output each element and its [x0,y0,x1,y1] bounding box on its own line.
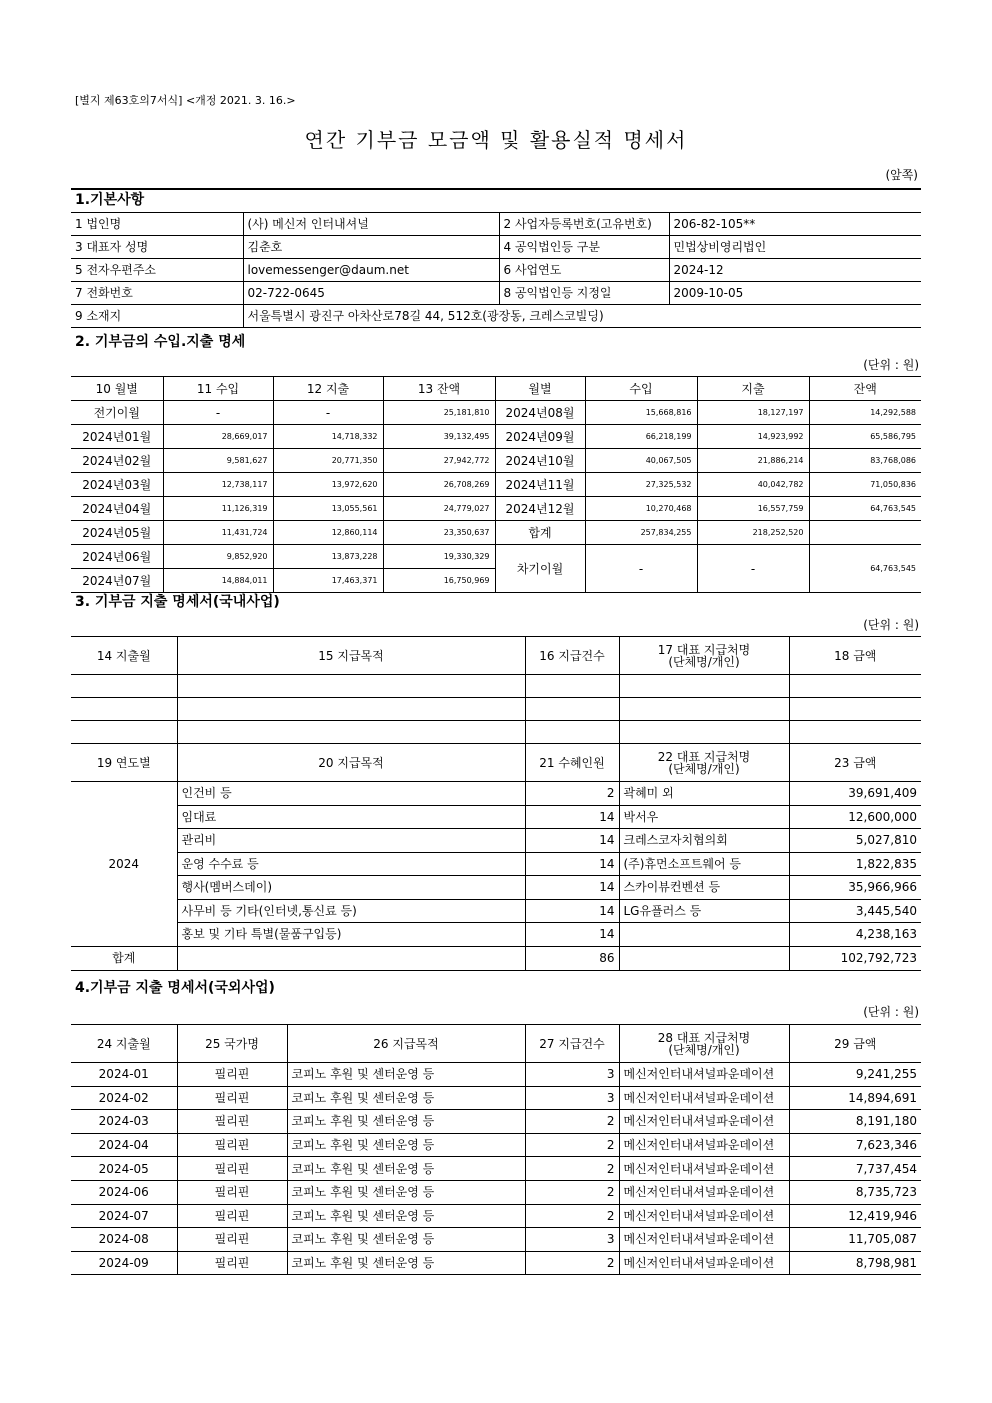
table-row [71,899,921,923]
month-cell: 합계 [495,521,585,545]
table-row [71,521,921,545]
amount-cell: 13,873,228 [273,545,383,569]
amount-cell: 15,668,816 [585,401,697,425]
section3-heading: 3. 기부금 지출 명세서(국내사업) [75,594,280,610]
table-row [71,1063,921,1087]
amount-cell: 10,270,468 [585,497,697,521]
empty-cell [177,721,525,744]
amount-cell: 19,330,329 [383,545,495,569]
amount-cell: 13,055,561 [273,497,383,521]
info-label: 6 사업연도 [499,259,669,282]
info-label: 2 사업자등록번호(고유번호) [499,213,669,236]
count-cell: 2 [525,1110,619,1134]
amount-cell: - [697,545,809,593]
amount-cell: 11,126,319 [163,497,273,521]
info-label: 9 소재지 [71,305,243,328]
table-row [71,829,921,853]
amount-cell: 12,600,000 [789,805,921,829]
month-cell: 2024년05월 [71,521,163,545]
purpose-cell: 행사(멤버스데이) [177,876,525,900]
amount-cell: 20,771,350 [273,449,383,473]
month-cell: 2024-02 [71,1086,177,1110]
section4-heading: 4.기부금 지출 명세서(국외사업) [75,980,275,996]
amount-cell: 39,132,495 [383,425,495,449]
amount-cell: 40,042,782 [697,473,809,497]
column-header: 10 월별 [71,377,163,401]
info-value: (사) 메신저 인터내셔널 [243,213,499,236]
recipient-cell: 박서우 [619,805,789,829]
empty-cell [619,675,789,698]
amount-cell: 8,191,180 [789,1110,921,1134]
amount-cell: 14,718,332 [273,425,383,449]
column-header: 29 금액 [789,1025,921,1063]
amount-cell: 14,923,992 [697,425,809,449]
amount-cell: 65,586,795 [809,425,921,449]
amount-cell: 12,860,114 [273,521,383,545]
country-cell: 필리핀 [177,1133,287,1157]
empty-cell [619,698,789,721]
amount-cell: 12,738,117 [163,473,273,497]
month-cell: 2024년11월 [495,473,585,497]
amount-cell: 8,735,723 [789,1180,921,1204]
empty-cell [619,721,789,744]
recipient-cell: (주)휴먼소프트웨어 등 [619,852,789,876]
purpose-cell: 코피노 후원 및 센터운영 등 [287,1204,525,1228]
month-cell: 2024-03 [71,1110,177,1134]
table-row [71,473,921,497]
info-row [71,236,921,259]
amount-cell: 66,218,199 [585,425,697,449]
info-label: 7 전화번호 [71,282,243,305]
table-row [71,1157,921,1181]
month-cell: 2024년12월 [495,497,585,521]
amount-cell: 71,050,836 [809,473,921,497]
amount-cell: 40,067,505 [585,449,697,473]
total-cell [177,946,525,970]
month-cell: 2024년08월 [495,401,585,425]
table-row [71,1180,921,1204]
amount-cell: 17,463,371 [273,569,383,593]
income-expense-table [71,376,921,593]
count-cell: 3 [525,1228,619,1252]
amount-cell: 7,737,454 [789,1157,921,1181]
info-row [71,305,921,328]
info-label: 3 대표자 성명 [71,236,243,259]
purpose-cell: 코피노 후원 및 센터운영 등 [287,1133,525,1157]
amount-cell: 27,325,532 [585,473,697,497]
count-cell: 14 [525,876,619,900]
amount-cell: 64,763,545 [809,497,921,521]
amount-cell: 13,972,620 [273,473,383,497]
purpose-cell: 코피노 후원 및 센터운영 등 [287,1251,525,1275]
amount-cell: 39,691,409 [789,782,921,806]
column-header: 12 지출 [273,377,383,401]
table-row [71,923,921,947]
recipient-cell: 메신저인터내셔널파운데이션 [619,1110,789,1134]
section2-heading: 2. 기부금의 수입.지출 명세 [75,334,246,350]
column-header: 20 지급목적 [177,744,525,782]
purpose-cell: 코피노 후원 및 센터운영 등 [287,1086,525,1110]
amount-cell: 28,669,017 [163,425,273,449]
amount-cell: 12,419,946 [789,1204,921,1228]
info-value: 김춘호 [243,236,499,259]
amount-cell: 3,445,540 [789,899,921,923]
info-value: 206-82-105** [669,213,921,236]
recipient-cell: 메신저인터내셔널파운데이션 [619,1063,789,1087]
empty-cell [177,675,525,698]
count-cell: 14 [525,923,619,947]
carry-forward-label: 차기이월 [495,545,585,593]
section1-heading: 1.기본사항 [71,188,921,210]
table-row [71,1086,921,1110]
info-value: 2009-10-05 [669,282,921,305]
amount-cell: 25,181,810 [383,401,495,425]
count-cell: 2 [525,1180,619,1204]
month-cell: 2024-09 [71,1251,177,1275]
purpose-cell: 코피노 후원 및 센터운영 등 [287,1110,525,1134]
info-label: 8 공익법인등 지정일 [499,282,669,305]
purpose-cell: 임대료 [177,805,525,829]
table-row [71,1204,921,1228]
month-cell: 2024-06 [71,1180,177,1204]
recipient-cell: 메신저인터내셔널파운데이션 [619,1086,789,1110]
amount-cell: 21,886,214 [697,449,809,473]
empty-cell [525,675,619,698]
section4-unit: (단위 : 원) [863,1005,919,1019]
info-value: 민법상비영리법인 [669,236,921,259]
recipient-cell: 메신저인터내셔널파운데이션 [619,1133,789,1157]
info-row [71,213,921,236]
month-cell: 2024-04 [71,1133,177,1157]
month-cell: 전기이월 [71,401,163,425]
recipient-cell: 크레스코자치협의회 [619,829,789,853]
recipient-cell: 메신저인터내셔널파운데이션 [619,1228,789,1252]
amount-cell: 9,581,627 [163,449,273,473]
table-row [71,1133,921,1157]
purpose-cell: 인건비 등 [177,782,525,806]
purpose-cell: 코피노 후원 및 센터운영 등 [287,1228,525,1252]
total-row [71,946,921,970]
amount-cell: - [585,545,697,593]
info-value: 02-722-0645 [243,282,499,305]
info-label: 5 전자우편주소 [71,259,243,282]
column-header: 지출 [697,377,809,401]
country-cell: 필리핀 [177,1180,287,1204]
count-cell: 2 [525,782,619,806]
table-row [71,1251,921,1275]
count-cell: 14 [525,829,619,853]
page-side-note: (앞쪽) [885,168,918,182]
column-header: 18 금액 [789,637,921,675]
table-header-row [71,377,921,401]
column-header: 27 지급건수 [525,1025,619,1063]
amount-cell: 14,292,588 [809,401,921,425]
table-row [71,876,921,900]
amount-cell: 9,241,255 [789,1063,921,1087]
month-cell: 2024-07 [71,1204,177,1228]
column-header: 24 지출월 [71,1025,177,1063]
empty-cell [71,721,177,744]
info-label: 1 법인명 [71,213,243,236]
amount-cell: - [273,401,383,425]
count-cell: 3 [525,1063,619,1087]
amount-cell: 9,852,920 [163,545,273,569]
column-header: 17 대표 지급처명 (단체명/개인) [619,637,789,675]
month-cell: 2024년04월 [71,497,163,521]
month-cell: 2024년03월 [71,473,163,497]
amount-cell: 24,779,027 [383,497,495,521]
overseas-expense-table [71,1024,921,1275]
address-value: 서울특별시 광진구 아차산로78길 44, 512호(광장동, 크레스코빌딩) [243,305,921,328]
amount-cell: 16,750,969 [383,569,495,593]
country-cell: 필리핀 [177,1063,287,1087]
column-header: 26 지급목적 [287,1025,525,1063]
count-cell: 14 [525,805,619,829]
column-header: 수입 [585,377,697,401]
column-header: 월별 [495,377,585,401]
amount-cell: 35,966,966 [789,876,921,900]
country-cell: 필리핀 [177,1110,287,1134]
amount-cell: 14,884,011 [163,569,273,593]
month-cell: 2024년01월 [71,425,163,449]
recipient-cell: 곽혜미 외 [619,782,789,806]
table-header-row [71,1025,921,1063]
section2-unit: (단위 : 원) [863,358,919,372]
table-row [71,425,921,449]
column-header: 22 대표 지급처명 (단체명/개인) [619,744,789,782]
amount-cell: 64,763,545 [809,545,921,593]
table-row [71,782,921,806]
month-cell: 2024년09월 [495,425,585,449]
table-row [71,545,921,569]
column-header: 13 잔액 [383,377,495,401]
country-cell: 필리핀 [177,1157,287,1181]
country-cell: 필리핀 [177,1251,287,1275]
purpose-cell: 코피노 후원 및 센터운영 등 [287,1063,525,1087]
table-row [71,1110,921,1134]
column-header: 21 수혜인원 [525,744,619,782]
recipient-cell: 스카이뷰컨벤션 등 [619,876,789,900]
month-cell: 2024년02월 [71,449,163,473]
amount-cell [809,521,921,545]
country-cell: 필리핀 [177,1228,287,1252]
amount-cell: 218,252,520 [697,521,809,545]
column-header: 15 지급목적 [177,637,525,675]
purpose-cell: 사무비 등 기타(인터넷,통신료 등) [177,899,525,923]
amount-cell: 257,834,255 [585,521,697,545]
month-cell: 2024년06월 [71,545,163,569]
total-label: 합계 [71,946,177,970]
total-amount: 102,792,723 [789,946,921,970]
amount-cell: 11,431,724 [163,521,273,545]
purpose-cell: 코피노 후원 및 센터운영 등 [287,1180,525,1204]
table-row [71,852,921,876]
recipient-cell: LG유플러스 등 [619,899,789,923]
recipient-cell [619,923,789,947]
amount-cell: 83,768,086 [809,449,921,473]
info-label: 4 공익법인등 구분 [499,236,669,259]
amount-cell: 23,350,637 [383,521,495,545]
column-header: 23 금액 [789,744,921,782]
empty-row [71,698,921,721]
empty-cell [525,698,619,721]
amount-cell: 1,822,835 [789,852,921,876]
table-header-row [71,744,921,782]
amount-cell: 5,027,810 [789,829,921,853]
document-title: 연간 기부금 모금액 및 활용실적 명세서 [304,128,688,152]
info-value: 2024-12 [669,259,921,282]
country-cell: 필리핀 [177,1086,287,1110]
amount-cell: 14,894,691 [789,1086,921,1110]
amount-cell: 11,705,087 [789,1228,921,1252]
amount-cell: 7,623,346 [789,1133,921,1157]
year-cell: 2024 [71,782,177,947]
total-cell [619,946,789,970]
count-cell: 2 [525,1133,619,1157]
count-cell: 14 [525,852,619,876]
empty-cell [71,675,177,698]
month-cell: 2024년07월 [71,569,163,593]
empty-cell [789,721,921,744]
count-cell: 2 [525,1157,619,1181]
total-count: 86 [525,946,619,970]
column-header: 19 연도별 [71,744,177,782]
count-cell: 3 [525,1086,619,1110]
amount-cell: 18,127,197 [697,401,809,425]
empty-cell [71,698,177,721]
count-cell: 2 [525,1251,619,1275]
count-cell: 2 [525,1204,619,1228]
info-row [71,259,921,282]
domestic-expense-table [71,636,921,971]
info-value: lovemessenger@daum.net [243,259,499,282]
column-header: 28 대표 지급처명 (단체명/개인) [619,1025,789,1063]
form-number: [별지 제63호의7서식] <개정 2021. 3. 16.> [75,94,296,107]
column-header: 25 국가명 [177,1025,287,1063]
amount-cell: 16,557,759 [697,497,809,521]
empty-cell [789,698,921,721]
column-header: 잔액 [809,377,921,401]
recipient-cell: 메신저인터내셔널파운데이션 [619,1180,789,1204]
basic-info-table [71,212,921,328]
empty-cell [789,675,921,698]
amount-cell: 27,942,772 [383,449,495,473]
table-header-row [71,637,921,675]
empty-row [71,721,921,744]
empty-cell [525,721,619,744]
recipient-cell: 메신저인터내셔널파운데이션 [619,1157,789,1181]
month-cell: 2024-01 [71,1063,177,1087]
amount-cell: 8,798,981 [789,1251,921,1275]
month-cell: 2024-08 [71,1228,177,1252]
table-row [71,401,921,425]
purpose-cell: 운영 수수료 등 [177,852,525,876]
column-header: 16 지급건수 [525,637,619,675]
count-cell: 14 [525,899,619,923]
info-row [71,282,921,305]
month-cell: 2024년10월 [495,449,585,473]
recipient-cell: 메신저인터내셔널파운데이션 [619,1251,789,1275]
country-cell: 필리핀 [177,1204,287,1228]
amount-cell: 4,238,163 [789,923,921,947]
month-cell: 2024-05 [71,1157,177,1181]
purpose-cell: 관리비 [177,829,525,853]
empty-cell [177,698,525,721]
table-row [71,449,921,473]
table-row [71,497,921,521]
recipient-cell: 메신저인터내셔널파운데이션 [619,1204,789,1228]
purpose-cell: 홍보 및 기타 특별(물품구입등) [177,923,525,947]
table-row [71,1228,921,1252]
amount-cell: - [163,401,273,425]
table-row [71,805,921,829]
column-header: 14 지출월 [71,637,177,675]
empty-row [71,675,921,698]
section3-unit: (단위 : 원) [863,618,919,632]
amount-cell: 26,708,269 [383,473,495,497]
column-header: 11 수입 [163,377,273,401]
purpose-cell: 코피노 후원 및 센터운영 등 [287,1157,525,1181]
